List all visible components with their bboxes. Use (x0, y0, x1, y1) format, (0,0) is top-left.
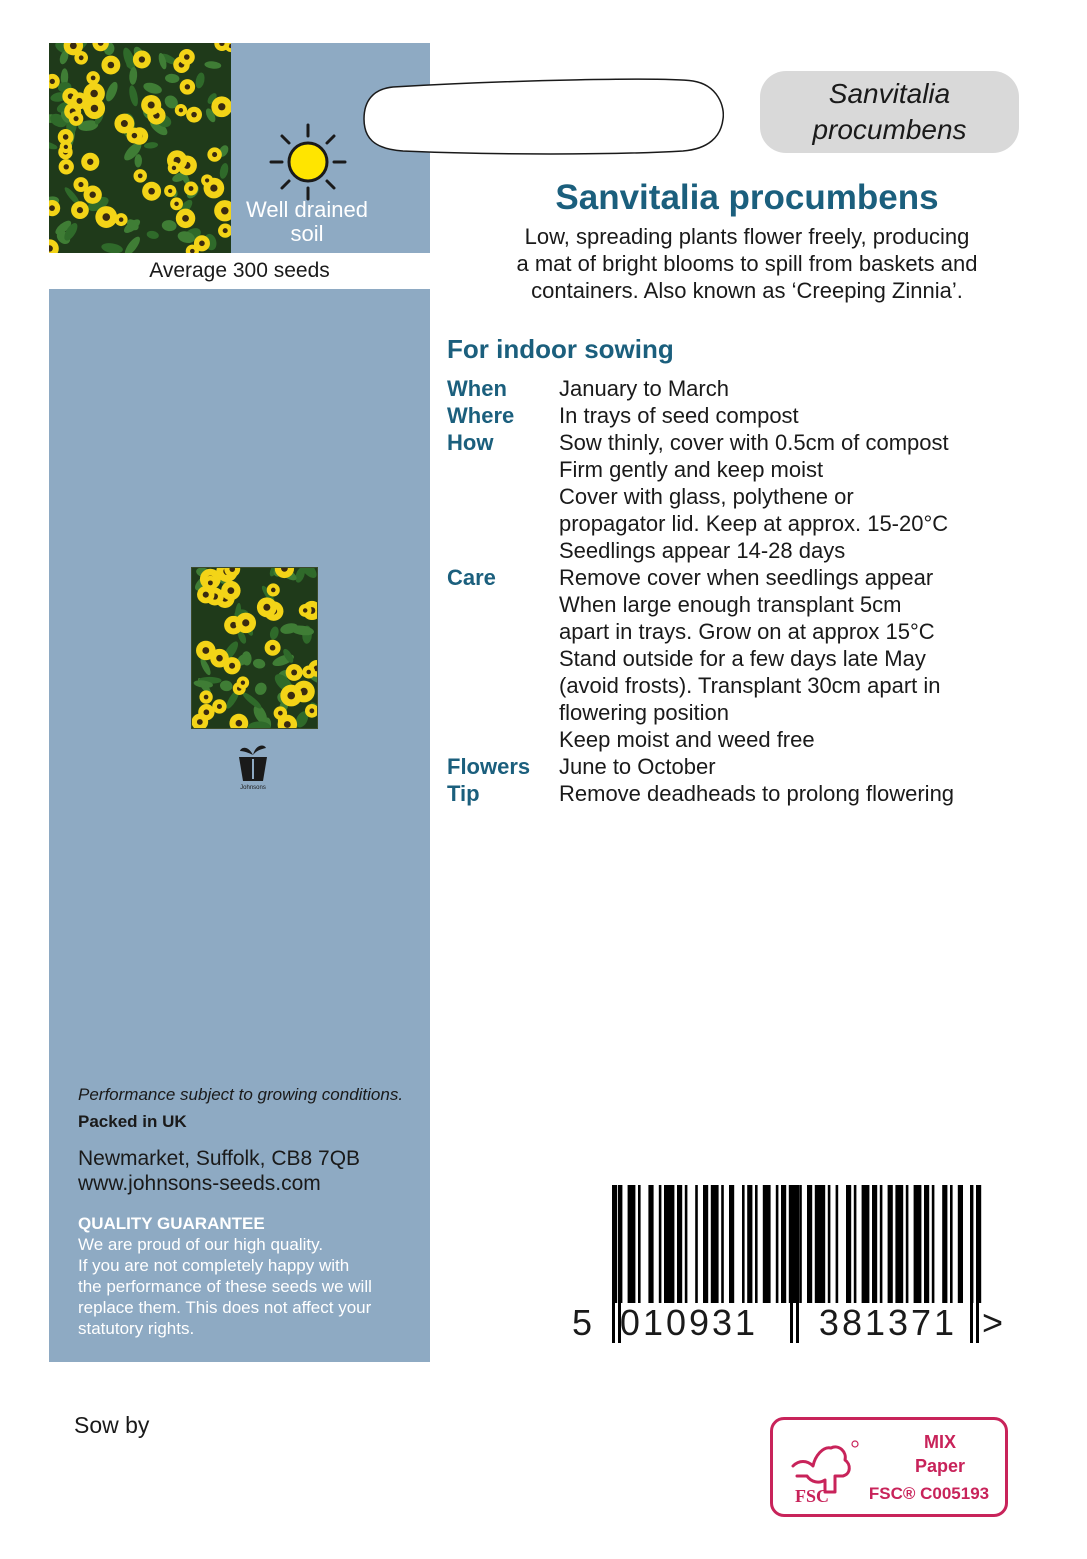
instruction-row-how (447, 429, 1067, 564)
soil-label-line1: Well drained (246, 197, 368, 222)
instruction-text: When large enough transplant 5cm (559, 592, 902, 617)
fsc-code: FSC® C005193 (868, 1484, 990, 1503)
product-description (447, 223, 1047, 304)
instruction-row-where (447, 402, 1067, 429)
instruction-text: flowering position (559, 700, 729, 725)
quality-line: We are proud of our high quality. (78, 1235, 324, 1254)
description-line: a mat of bright blooms to spill from baskets and (516, 251, 978, 276)
barcode-first-digit: 5 (572, 1302, 593, 1343)
instruction-text: propagator lid. Keep at approx. 15-20°C (559, 511, 949, 536)
barcode-end-mark: > (982, 1302, 1004, 1343)
quality-line: replace them. This does not affect your (78, 1298, 372, 1317)
instruction-label: Where (447, 403, 515, 428)
website-link[interactable]: www.johnsons-seeds.com (78, 1172, 321, 1195)
quality-line: the performance of these seeds we will (78, 1277, 372, 1296)
instruction-text: Remove deadheads to prolong flowering (559, 781, 955, 806)
instruction-label: When (447, 376, 507, 401)
barcode (572, 1185, 1012, 1345)
barcode-group-1: 010931 (619, 1302, 759, 1343)
fsc-label: FSC (795, 1486, 830, 1506)
instruction-text: (avoid frosts). Transplant 30cm apart in (559, 673, 941, 698)
instruction-text: Stand outside for a few days late May (559, 646, 926, 671)
fsc-paper-label: Paper (914, 1456, 966, 1476)
fsc-mix-label: MIX (923, 1432, 956, 1452)
instruction-text: January to March (559, 376, 729, 401)
hang-tab-cutout (363, 77, 724, 157)
quality-line: If you are not completely happy with (78, 1256, 350, 1275)
instruction-label: Care (447, 565, 496, 590)
address (78, 1146, 360, 1196)
johnsons-logo-icon (236, 741, 270, 791)
logo-text: Johnsons (240, 785, 266, 791)
instruction-text: Sow thinly, cover with 0.5cm of compost (559, 430, 949, 455)
barcode-group-2: 381371 (818, 1302, 958, 1343)
instruction-text: apart in trays. Grow on at approx 15°C (559, 619, 935, 644)
instruction-label: Flowers (447, 754, 531, 779)
instruction-row-when (447, 375, 1067, 402)
seed-count: Average 300 seeds (49, 253, 430, 289)
instruction-text: In trays of seed compost (559, 403, 799, 428)
sow-by-label: Sow by (74, 1412, 150, 1438)
latin-name-line2: procumbens (812, 114, 967, 145)
address-line: Newmarket, Suffolk, CB8 7QB (78, 1147, 361, 1170)
product-title: Sanvitalia procumbens (555, 178, 939, 217)
description-line: containers. Also known as ‘Creeping Zinnia’. (531, 278, 963, 303)
latin-name-line1: Sanvitalia (828, 78, 951, 109)
instruction-text: Firm gently and keep moist (559, 457, 824, 482)
instruction-text: June to October (559, 754, 716, 779)
soil-label (231, 198, 383, 246)
instruction-row-tip (447, 780, 1067, 807)
quality-title: QUALITY GUARANTEE (78, 1214, 265, 1233)
instruction-label: How (447, 430, 494, 455)
instruction-text: Cover with glass, polythene or (559, 484, 854, 509)
section-heading: For indoor sowing (447, 334, 674, 364)
latin-name-badge (760, 71, 1019, 153)
sun-icon (268, 122, 348, 202)
performance-note: Performance subject to growing conditions. (78, 1085, 404, 1104)
instruction-text: Keep moist and weed free (559, 727, 815, 752)
instruction-text: Seedlings appear 14-28 days (559, 538, 846, 563)
quality-line: statutory rights. (78, 1319, 195, 1338)
packed-in: Packed in UK (78, 1112, 187, 1131)
fsc-logo (770, 1417, 1008, 1517)
flower-thumbnail (191, 567, 318, 729)
quality-guarantee (78, 1213, 428, 1339)
flower-photo (49, 43, 231, 253)
sowing-instructions (447, 375, 1067, 807)
fsc-mix (885, 1430, 995, 1478)
instruction-label: Tip (447, 781, 480, 806)
instruction-row-flowers (447, 753, 1067, 780)
soil-label-line2: soil (290, 221, 324, 246)
instruction-text: Remove cover when seedlings appear (559, 565, 934, 590)
instruction-row-care (447, 564, 1067, 753)
description-line: Low, spreading plants flower freely, producing (524, 224, 970, 249)
